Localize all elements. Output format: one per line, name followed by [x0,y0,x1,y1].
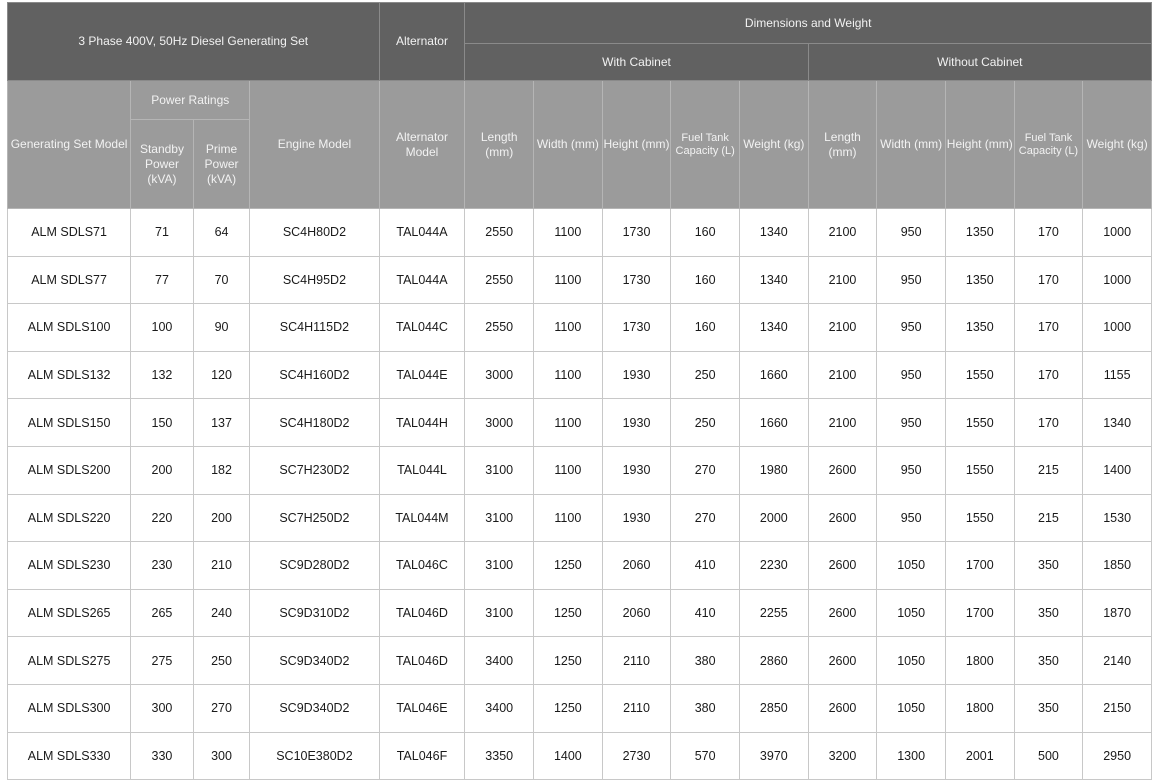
cell-woc-width: 950 [877,399,946,447]
cell-woc-width: 1300 [877,732,946,780]
cell-woc-height: 1700 [945,589,1014,637]
cell-wc-width: 1250 [534,684,603,732]
cell-wc-width: 1250 [534,589,603,637]
cell-wc-fuel: 270 [671,446,740,494]
cell-woc-fuel: 170 [1014,209,1083,257]
cell-alternator: TAL044A [379,209,465,257]
cell-woc-height: 1800 [945,684,1014,732]
cell-wc-width: 1250 [534,542,603,590]
cell-prime: 137 [193,399,250,447]
table-row [8,399,1152,447]
cell-wc-height: 1930 [602,494,671,542]
cell-wc-fuel: 160 [671,256,740,304]
cell-woc-width: 1050 [877,589,946,637]
cell-prime: 182 [193,446,250,494]
cell-woc-width: 1050 [877,637,946,685]
cell-wc-width: 1400 [534,732,603,780]
table-row [8,542,1152,590]
cell-woc-weight: 1850 [1083,542,1152,590]
cell-wc-fuel: 250 [671,351,740,399]
table-row [8,209,1152,257]
cell-engine: SC4H180D2 [250,399,379,447]
cell-wc-height: 2060 [602,542,671,590]
generator-spec-table [7,2,1152,780]
cell-woc-length: 3200 [808,732,877,780]
cell-wc-height: 2060 [602,589,671,637]
cell-woc-weight: 1530 [1083,494,1152,542]
cell-prime: 90 [193,304,250,352]
cell-engine: SC9D310D2 [250,589,379,637]
cell-wc-length: 2550 [465,304,534,352]
with-cabinet-weight-header: Weight (kg) [740,81,809,209]
cell-engine: SC4H115D2 [250,304,379,352]
with-cabinet-height-header: Height (mm) [602,81,671,209]
cell-woc-fuel: 500 [1014,732,1083,780]
cell-woc-width: 950 [877,209,946,257]
cell-standby: 265 [131,589,194,637]
cell-woc-length: 2600 [808,446,877,494]
cell-wc-fuel: 380 [671,684,740,732]
cell-wc-height: 1730 [602,304,671,352]
table-row [8,351,1152,399]
cell-woc-height: 1550 [945,351,1014,399]
cell-wc-length: 3400 [465,684,534,732]
cell-woc-width: 1050 [877,684,946,732]
cell-wc-height: 2110 [602,637,671,685]
cell-wc-height: 1930 [602,399,671,447]
without-cabinet-length-header: Length (mm) [808,81,877,209]
cell-woc-length: 2600 [808,589,877,637]
cell-woc-height: 1800 [945,637,1014,685]
table-row [8,304,1152,352]
engine-model-header: Engine Model [250,81,379,209]
cell-woc-length: 2600 [808,494,877,542]
cell-prime: 250 [193,637,250,685]
cell-wc-width: 1100 [534,351,603,399]
cell-woc-weight: 2950 [1083,732,1152,780]
cell-prime: 70 [193,256,250,304]
table-header [8,3,1152,209]
cell-alternator: TAL046C [379,542,465,590]
cell-wc-length: 2550 [465,209,534,257]
cell-woc-fuel: 170 [1014,351,1083,399]
table-row [8,446,1152,494]
cell-prime: 210 [193,542,250,590]
cell-alternator: TAL046D [379,589,465,637]
cell-woc-weight: 2150 [1083,684,1152,732]
cell-standby: 132 [131,351,194,399]
cell-wc-fuel: 160 [671,304,740,352]
cell-woc-weight: 1870 [1083,589,1152,637]
cell-model: ALM SDLS275 [8,637,131,685]
table-body [8,209,1152,780]
genset-group-title-header: 3 Phase 400V, 50Hz Diesel Generating Set [8,3,380,81]
table-row [8,589,1152,637]
cell-wc-weight: 2230 [740,542,809,590]
cell-woc-weight: 1340 [1083,399,1152,447]
cell-woc-fuel: 170 [1014,399,1083,447]
cell-wc-weight: 3970 [740,732,809,780]
cell-woc-fuel: 350 [1014,684,1083,732]
cell-alternator: TAL044M [379,494,465,542]
cell-alternator: TAL044L [379,446,465,494]
cell-woc-length: 2100 [808,351,877,399]
cell-wc-length: 3000 [465,351,534,399]
prime-power-header: Prime Power (kVA) [193,120,250,209]
table-row [8,637,1152,685]
cell-woc-length: 2100 [808,399,877,447]
cell-woc-weight: 1000 [1083,256,1152,304]
cell-woc-weight: 1400 [1083,446,1152,494]
cell-engine: SC9D340D2 [250,684,379,732]
cell-woc-length: 2100 [808,256,877,304]
cell-alternator: TAL044H [379,399,465,447]
cell-model: ALM SDLS265 [8,589,131,637]
cell-wc-fuel: 380 [671,637,740,685]
dimensions-weight-header: Dimensions and Weight [465,3,1152,44]
cell-wc-height: 2110 [602,684,671,732]
cell-woc-height: 1350 [945,304,1014,352]
cell-wc-weight: 1340 [740,256,809,304]
cell-wc-weight: 1980 [740,446,809,494]
cell-woc-length: 2600 [808,542,877,590]
standby-power-header: Standby Power (kVA) [131,120,194,209]
cell-wc-weight: 2255 [740,589,809,637]
cell-wc-length: 2550 [465,256,534,304]
cell-woc-width: 1050 [877,542,946,590]
cell-woc-length: 2100 [808,209,877,257]
cell-woc-width: 950 [877,446,946,494]
cell-engine: SC10E380D2 [250,732,379,780]
cell-standby: 300 [131,684,194,732]
cell-woc-fuel: 350 [1014,637,1083,685]
cell-wc-height: 1930 [602,446,671,494]
cell-wc-weight: 1340 [740,304,809,352]
cell-prime: 270 [193,684,250,732]
cell-wc-width: 1100 [534,399,603,447]
cell-wc-length: 3100 [465,446,534,494]
cell-standby: 200 [131,446,194,494]
cell-standby: 77 [131,256,194,304]
cell-woc-length: 2100 [808,304,877,352]
cell-standby: 220 [131,494,194,542]
cell-wc-fuel: 570 [671,732,740,780]
cell-wc-fuel: 160 [671,209,740,257]
table-row [8,256,1152,304]
cell-woc-height: 2001 [945,732,1014,780]
cell-standby: 330 [131,732,194,780]
cell-woc-weight: 2140 [1083,637,1152,685]
cell-model: ALM SDLS77 [8,256,131,304]
cell-woc-height: 1550 [945,399,1014,447]
cell-wc-height: 1730 [602,209,671,257]
cell-wc-fuel: 410 [671,542,740,590]
cell-woc-height: 1550 [945,494,1014,542]
cell-alternator: TAL046F [379,732,465,780]
cell-engine: SC9D280D2 [250,542,379,590]
cell-woc-fuel: 350 [1014,589,1083,637]
cell-engine: SC9D340D2 [250,637,379,685]
cell-model: ALM SDLS230 [8,542,131,590]
cell-woc-fuel: 170 [1014,304,1083,352]
cell-woc-fuel: 170 [1014,256,1083,304]
cell-wc-length: 3350 [465,732,534,780]
table-row [8,732,1152,780]
cell-wc-weight: 2850 [740,684,809,732]
cell-engine: SC4H80D2 [250,209,379,257]
cell-model: ALM SDLS132 [8,351,131,399]
table-row [8,494,1152,542]
without-cabinet-weight-header: Weight (kg) [1083,81,1152,209]
table-row [8,684,1152,732]
cell-wc-height: 2730 [602,732,671,780]
without-cabinet-header: Without Cabinet [808,44,1151,81]
cell-alternator: TAL044E [379,351,465,399]
cell-woc-weight: 1155 [1083,351,1152,399]
cell-model: ALM SDLS330 [8,732,131,780]
without-cabinet-height-header: Height (mm) [945,81,1014,209]
cell-engine: SC4H95D2 [250,256,379,304]
with-cabinet-header: With Cabinet [465,44,808,81]
cell-engine: SC7H250D2 [250,494,379,542]
cell-wc-length: 3400 [465,637,534,685]
cell-wc-weight: 1340 [740,209,809,257]
cell-wc-weight: 1660 [740,351,809,399]
cell-woc-length: 2600 [808,684,877,732]
power-ratings-header: Power Ratings [131,81,250,120]
cell-prime: 120 [193,351,250,399]
cell-standby: 100 [131,304,194,352]
cell-woc-fuel: 215 [1014,494,1083,542]
cell-woc-height: 1350 [945,256,1014,304]
cell-engine: SC4H160D2 [250,351,379,399]
cell-model: ALM SDLS71 [8,209,131,257]
cell-wc-height: 1930 [602,351,671,399]
cell-alternator: TAL046E [379,684,465,732]
genset-model-header: Generating Set Model [8,81,131,209]
cell-wc-fuel: 250 [671,399,740,447]
cell-model: ALM SDLS100 [8,304,131,352]
cell-woc-width: 950 [877,256,946,304]
cell-alternator: TAL044C [379,304,465,352]
cell-wc-height: 1730 [602,256,671,304]
cell-model: ALM SDLS200 [8,446,131,494]
cell-wc-length: 3100 [465,494,534,542]
cell-wc-width: 1100 [534,256,603,304]
cell-wc-length: 3100 [465,589,534,637]
cell-standby: 71 [131,209,194,257]
cell-prime: 64 [193,209,250,257]
cell-standby: 150 [131,399,194,447]
cell-wc-weight: 1660 [740,399,809,447]
cell-woc-height: 1550 [945,446,1014,494]
cell-wc-width: 1100 [534,304,603,352]
cell-wc-width: 1100 [534,494,603,542]
cell-woc-width: 950 [877,494,946,542]
cell-woc-width: 950 [877,304,946,352]
with-cabinet-fuel-tank-header: Fuel Tank Capacity (L) [671,81,740,209]
cell-woc-width: 950 [877,351,946,399]
cell-engine: SC7H230D2 [250,446,379,494]
cell-wc-weight: 2860 [740,637,809,685]
cell-alternator: TAL044A [379,256,465,304]
cell-woc-weight: 1000 [1083,209,1152,257]
cell-wc-fuel: 270 [671,494,740,542]
cell-prime: 300 [193,732,250,780]
spec-table-container [7,2,1152,780]
cell-standby: 275 [131,637,194,685]
cell-woc-fuel: 215 [1014,446,1083,494]
cell-woc-height: 1700 [945,542,1014,590]
cell-wc-fuel: 410 [671,589,740,637]
cell-wc-weight: 2000 [740,494,809,542]
cell-standby: 230 [131,542,194,590]
without-cabinet-fuel-tank-header: Fuel Tank Capacity (L) [1014,81,1083,209]
cell-model: ALM SDLS220 [8,494,131,542]
cell-wc-width: 1100 [534,209,603,257]
cell-prime: 240 [193,589,250,637]
with-cabinet-length-header: Length (mm) [465,81,534,209]
cell-wc-width: 1100 [534,446,603,494]
without-cabinet-width-header: Width (mm) [877,81,946,209]
with-cabinet-width-header: Width (mm) [534,81,603,209]
cell-model: ALM SDLS150 [8,399,131,447]
cell-woc-height: 1350 [945,209,1014,257]
alternator-model-header: Alternator Model [379,81,465,209]
cell-model: ALM SDLS300 [8,684,131,732]
cell-woc-fuel: 350 [1014,542,1083,590]
cell-wc-length: 3100 [465,542,534,590]
cell-woc-weight: 1000 [1083,304,1152,352]
alternator-group-header: Alternator [379,3,465,81]
cell-woc-length: 2600 [808,637,877,685]
cell-wc-length: 3000 [465,399,534,447]
cell-prime: 200 [193,494,250,542]
cell-wc-width: 1250 [534,637,603,685]
cell-alternator: TAL046D [379,637,465,685]
